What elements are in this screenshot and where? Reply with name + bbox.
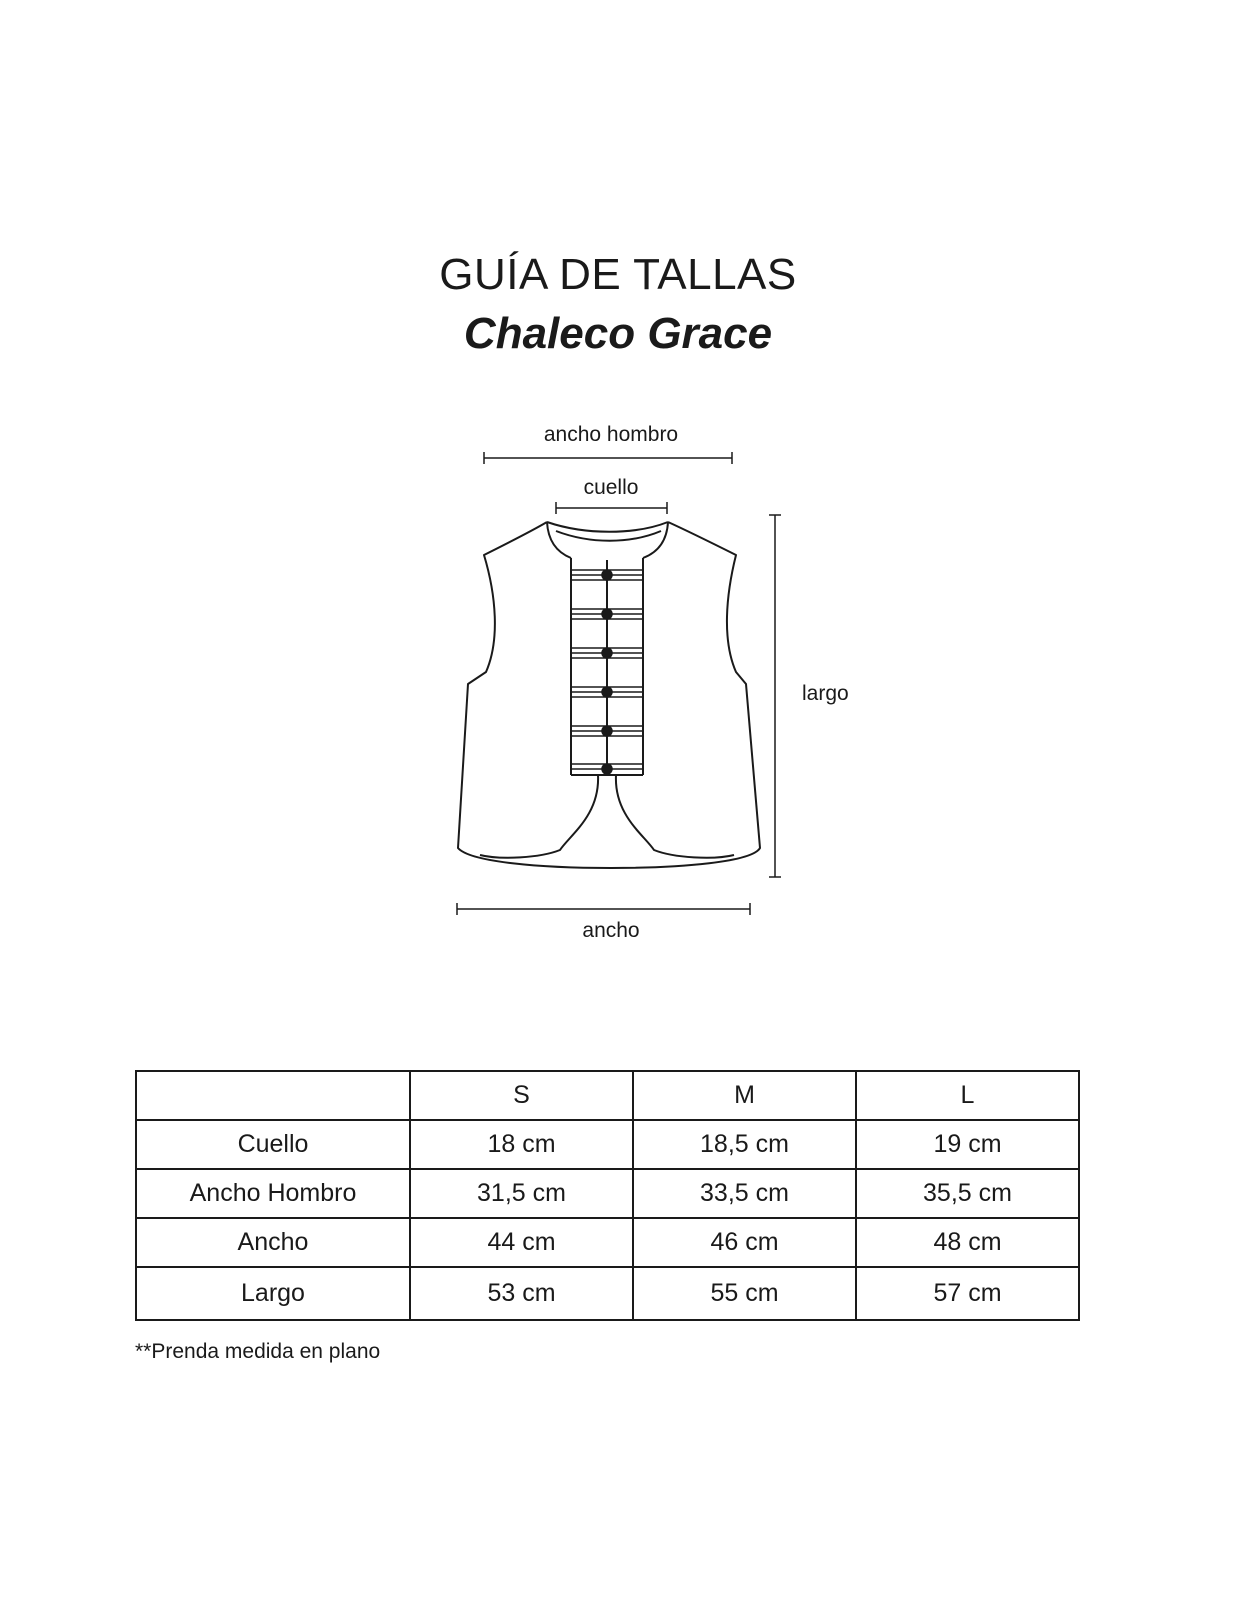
- size-table: [135, 1070, 1080, 1321]
- width-label: ancho: [582, 919, 640, 942]
- table-row: [136, 1120, 1079, 1169]
- row-label: Largo: [136, 1267, 410, 1320]
- row-label: Ancho: [136, 1218, 410, 1267]
- frog-closure-1: [571, 570, 643, 580]
- frog-closure-6: [571, 764, 643, 774]
- neck-dimension: [556, 502, 667, 514]
- table-cell: 46 cm: [633, 1218, 856, 1267]
- frog-closure-5: [571, 726, 643, 736]
- product-name: Chaleco Grace: [463, 309, 773, 358]
- length-label: largo: [802, 682, 849, 705]
- measurement-note: **Prenda medida en plano: [135, 1340, 381, 1363]
- neck-label: cuello: [583, 476, 639, 499]
- table-header-row: [136, 1071, 1079, 1120]
- table-cell: 18,5 cm: [633, 1120, 856, 1169]
- shoulder-width-label: ancho hombro: [543, 423, 679, 446]
- row-label: Cuello: [136, 1120, 410, 1169]
- table-header-size-s: S: [410, 1071, 633, 1120]
- row-label: Ancho Hombro: [136, 1169, 410, 1218]
- width-dimension: [457, 903, 750, 915]
- table-row: [136, 1169, 1079, 1218]
- table-cell: 53 cm: [410, 1267, 633, 1320]
- length-dimension: [769, 515, 781, 877]
- table-row: [136, 1218, 1079, 1267]
- table-cell: 57 cm: [856, 1267, 1079, 1320]
- table-cell: 35,5 cm: [856, 1169, 1079, 1218]
- frog-closure-3: [571, 648, 643, 658]
- table-cell: 19 cm: [856, 1120, 1079, 1169]
- table-cell: 55 cm: [633, 1267, 856, 1320]
- table-cell: 44 cm: [410, 1218, 633, 1267]
- table-cell: 48 cm: [856, 1218, 1079, 1267]
- table-header-empty: [136, 1071, 410, 1120]
- frog-closure-4: [571, 687, 643, 697]
- frog-closure-2: [571, 609, 643, 619]
- table-cell: 31,5 cm: [410, 1169, 633, 1218]
- table-header-size-m: M: [633, 1071, 856, 1120]
- shoulder-width-dimension: [484, 452, 732, 464]
- table-cell: 33,5 cm: [633, 1169, 856, 1218]
- table-cell: 18 cm: [410, 1120, 633, 1169]
- page-title: GUÍA DE TALLAS: [439, 250, 797, 299]
- table-row: [136, 1267, 1079, 1320]
- table-header-size-l: L: [856, 1071, 1079, 1120]
